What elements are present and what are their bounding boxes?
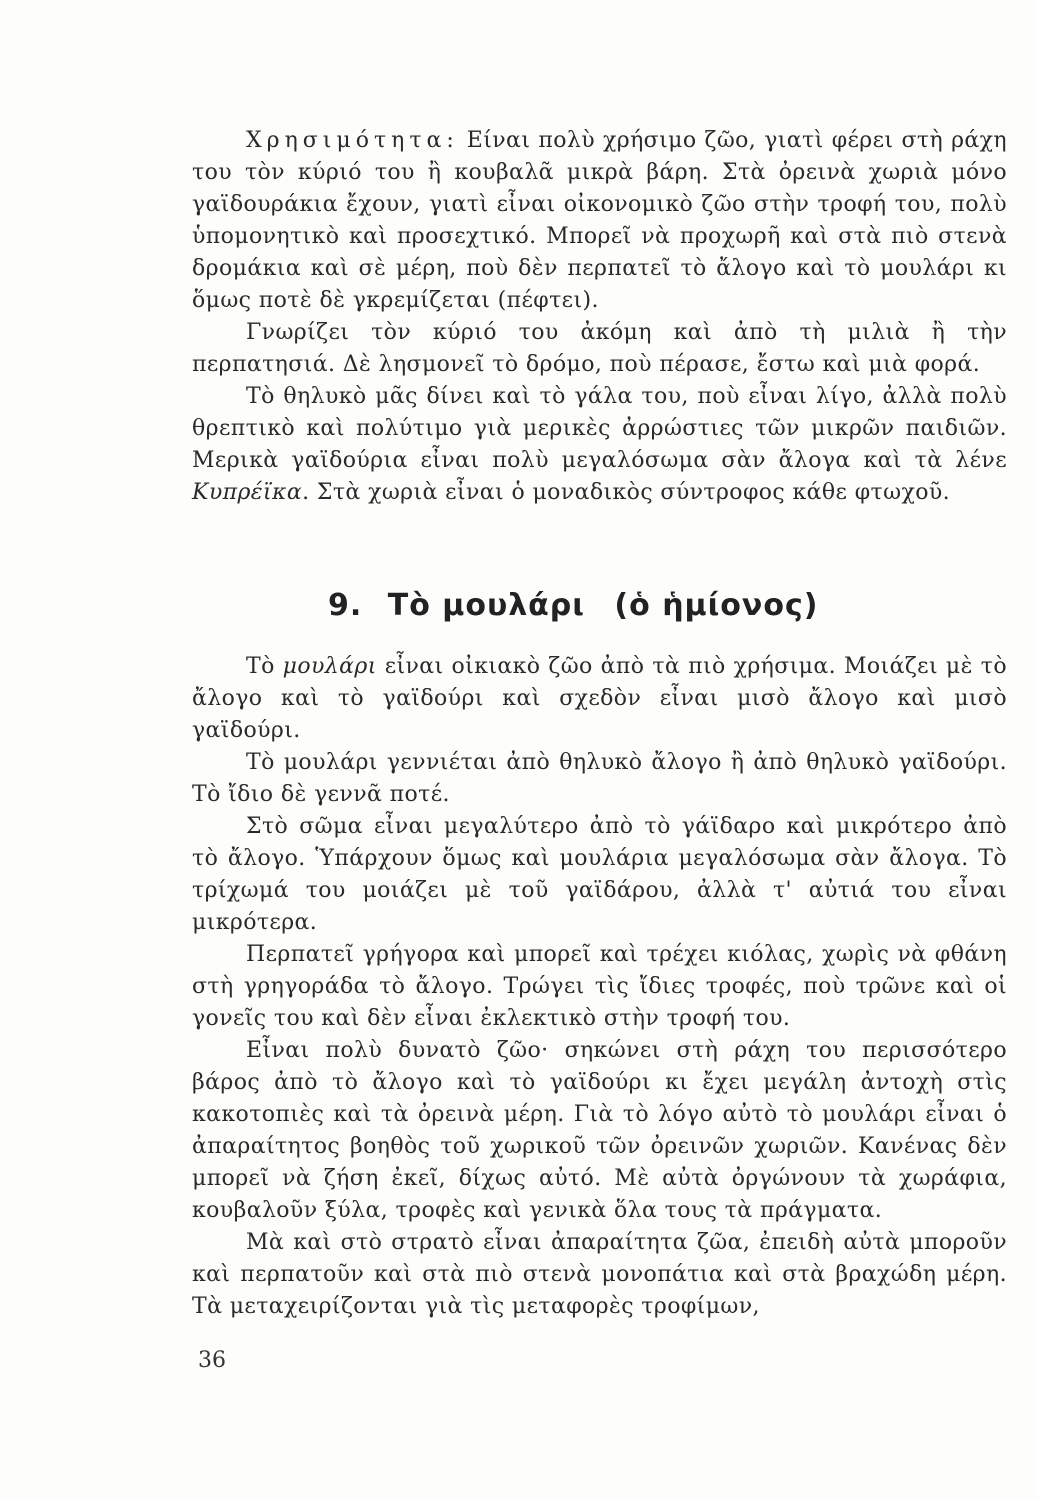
paragraph-text: Τὸ [246, 654, 283, 679]
paragraph: Περπατεῖ γρήγορα καὶ μπορεῖ καὶ τρέχει κιόλας, χωρὶς νὰ φθάνη στὴ γρηγοράδα τὸ ἄλογο. Τρώγει τὶς ἴδιες τροφές, ποὺ τρῶνε καὶ οἱ γονεῖς του καὶ δὲν εἶναι ἐκλεκτικὸ στὴν τροφή του. [192, 942, 1007, 1031]
text-section-bottom [192, 651, 1007, 1323]
paragraph: Μὰ καὶ στὸ στρατὸ εἶναι ἀπαραίτητα ζῶα, ἐπειδὴ αὐτὰ μποροῦν καὶ περπατοῦν καὶ στὰ πιὸ στενὰ μονοπάτια καὶ στὰ βραχώδη μέρη. Τὰ μεταχειρίζονται γιὰ τὶς μεταφορὲς τροφίμων, [192, 1230, 1007, 1319]
paragraph-label: Χρησιμότητα: [246, 128, 459, 153]
paragraph: Τὸ μουλάρι γεννιέται ἀπὸ θηλυκὸ ἄλογο ἢ ἀπὸ θηλυκὸ γαϊδούρι. Τὸ ἴδιο δὲ γεννᾶ ποτέ. [192, 750, 1007, 807]
paragraph: Στὸ σῶμα εἶναι μεγαλύτερο ἀπὸ τὸ γάϊδαρο καὶ μικρότερο ἀπὸ τὸ ἄλογο. Ὑπάρχουν ὅμως καὶ μουλάρια μεγαλόσωμα σὰν ἄλογα. Τὸ τρίχωμά του μοιάζει μὲ τοῦ γαϊδάρου, ἀλλὰ τ' αὐτιά του εἶναι μικρότερα. [192, 814, 1007, 935]
paragraph-text: εἶναι οἰκιακὸ ζῶο ἀπὸ τὰ πιὸ χρήσιμα. Μοιάζει μὲ τὸ ἄλογο καὶ τὸ γαϊδούρι καὶ σχεδὸν εἶναι μισὸ ἄλογο καὶ μισὸ γαϊδούρι. [192, 654, 1007, 743]
section-title: Τὸ μουλάρι [387, 588, 585, 623]
paragraph [192, 651, 1007, 747]
section-heading [328, 588, 818, 623]
paragraph-text: Τὸ θηλυκὸ μᾶς δίνει καὶ τὸ γάλα του, ποὺ εἶναι λίγο, ἀλλὰ πολὺ θρεπτικὸ καὶ πολύτιμο γιὰ μερικὲς ἀρρώστιες τῶν μικρῶν παιδιῶν. Μερικὰ γαϊδούρια εἶναι πολὺ μεγαλόσωμα σὰν ἄλογα καὶ τὰ λένε [192, 384, 1007, 473]
paragraph: Γνωρίζει τὸν κύριό του ἀκόμη καὶ ἀπὸ τὴ μιλιὰ ἢ τὴν περπατησιά. Δὲ λησμονεῖ τὸ δρόμο, ποὺ πέρασε, ἔστω καὶ μιὰ φορά. [192, 320, 1007, 377]
paragraph [192, 381, 1007, 509]
paragraph-text: . Στὰ χωριὰ εἶναι ὁ μοναδικὸς σύντροφος κάθε φτωχοῦ. [302, 480, 951, 505]
paragraph: Εἶναι πολὺ δυνατὸ ζῶο· σηκώνει στὴ ράχη του περισσότερο βάρος ἀπὸ τὸ ἄλογο καὶ τὸ γαϊδούρι κι ἔχει μεγάλη ἀντοχὴ στὶς κακοτοπιὲς καὶ τὰ ὀρεινὰ μέρη. Γιὰ τὸ λόγο αὐτὸ τὸ μουλάρι εἶναι ὁ ἀπαραίτητος βοηθὸς τοῦ χωρικοῦ τῶν ὀρεινῶν χωριῶν. Κανένας δὲν μπορεῖ νὰ ζήση ἐκεῖ, δίχως αὐτό. Μὲ αὐτὰ ὀργώνουν τὰ χωράφια, κουβαλοῦν ξύλα, τροφὲς καὶ γενικὰ ὅλα τους τὰ πράγματα. [192, 1038, 1007, 1223]
italic-term: μουλάρι [282, 654, 377, 679]
paragraph [192, 125, 1007, 317]
section-number: 9. [328, 588, 363, 623]
page-number: 36 [198, 1348, 226, 1373]
italic-term: Κυπρέϊκα [192, 480, 303, 505]
text-section-top [192, 125, 1007, 509]
section-subtitle: (ὁ ἡμίονος) [614, 588, 819, 623]
paragraph-text: Είναι πολὺ χρήσιμο ζῶο, γιατὶ φέρει στὴ ράχη του τὸν κύριό του ἢ κουβαλᾶ μικρὰ βάρη. Στὰ ὀρεινὰ χωριὰ μόνο γαϊδουράκια ἔχουν, γιατὶ εἶναι οἰκονομικὸ ζῶο στὴν τροφή του, πολὺ ὑπομονητικὸ καὶ προσεχτικό. Μπορεῖ νὰ προχωρῆ καὶ στὰ πιὸ στενὰ δρομάκια καὶ σὲ μέρη, ποὺ δὲν περπατεῖ τὸ ἄλογο καὶ τὸ μουλάρι κι ὅμως ποτὲ δὲ γκρεμίζεται (πέφτει). [192, 128, 1007, 313]
